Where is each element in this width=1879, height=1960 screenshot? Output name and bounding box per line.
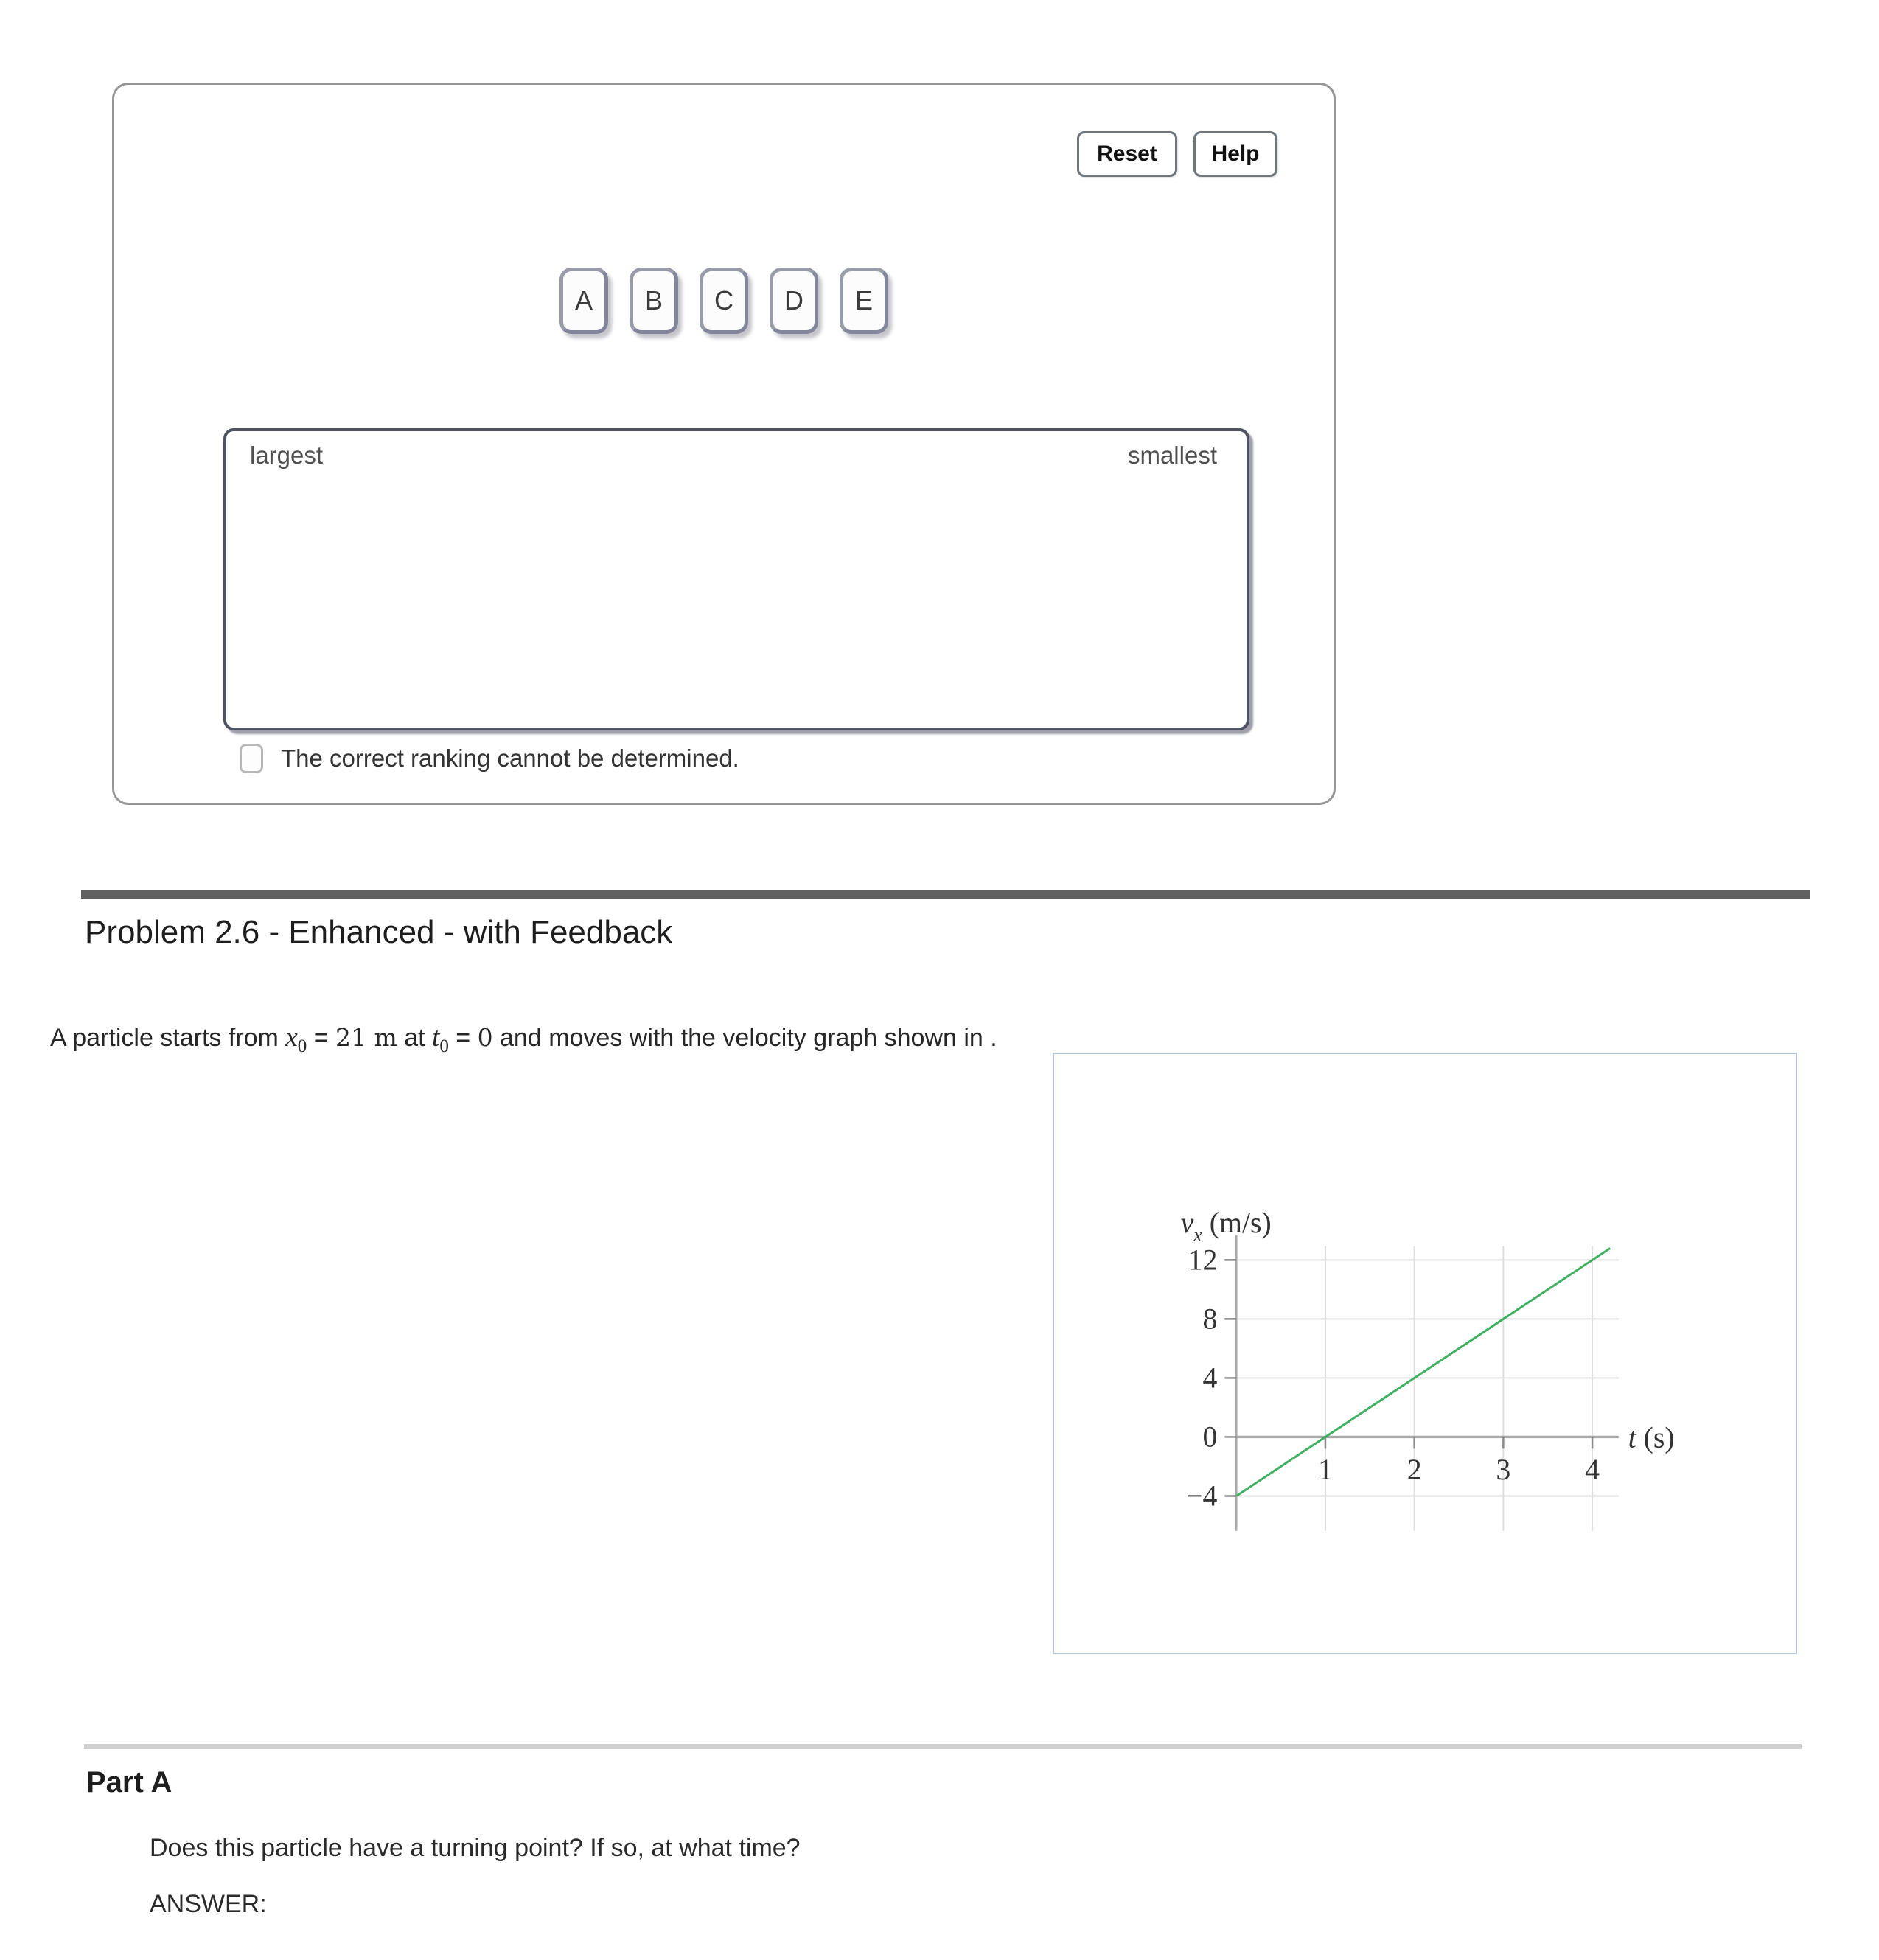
section-divider xyxy=(81,890,1810,899)
ranking-item-C[interactable]: C xyxy=(700,268,748,334)
part-a-question: Does this particle have a turning point? If so, at what time? xyxy=(150,1834,801,1862)
statement-part3: and moves with the velocity graph shown in . xyxy=(492,1024,997,1052)
y-tick-label: −4 xyxy=(1186,1479,1218,1513)
y-axis-label: $v_x$ (m/s) xyxy=(1180,1206,1272,1246)
statement-part1: A particle starts from xyxy=(50,1024,286,1052)
statement-eq2: = xyxy=(448,1024,478,1052)
part-divider xyxy=(84,1744,1802,1749)
statement-var-t0: t xyxy=(432,1022,440,1053)
reset-button[interactable]: Reset xyxy=(1077,131,1177,177)
ranking-item-A[interactable]: A xyxy=(559,268,608,334)
x-axis-label: t (s) xyxy=(1628,1421,1675,1454)
x-tick-label: 2 xyxy=(1406,1454,1422,1487)
dropzone-smallest-label: smallest xyxy=(1127,442,1217,469)
ranking-undetermined-checkbox[interactable] xyxy=(240,744,263,773)
ranking-item-D[interactable]: D xyxy=(770,268,818,334)
y-tick-label: 8 xyxy=(1202,1302,1218,1336)
statement-var-t0-sub: 0 xyxy=(439,1036,449,1056)
ranking-undetermined-label: The correct ranking cannot be determined. xyxy=(281,744,739,772)
y-tick-label: 12 xyxy=(1188,1244,1218,1277)
statement-val2: 0 xyxy=(477,1023,493,1052)
velocity-figure xyxy=(1053,1053,1797,1654)
ranking-item-E[interactable]: E xyxy=(840,268,888,334)
x-tick-label: 3 xyxy=(1496,1454,1511,1487)
problem-statement xyxy=(50,1022,997,1057)
help-button[interactable]: Help xyxy=(1193,131,1277,177)
ranking-item-B[interactable]: B xyxy=(630,268,678,334)
statement-var-x0: x xyxy=(285,1022,298,1053)
dropzone-largest-label: largest xyxy=(250,442,324,469)
x-tick-label: 1 xyxy=(1318,1454,1333,1487)
statement-val1: 21 m xyxy=(335,1023,397,1052)
problem-title: Problem 2.6 - Enhanced - with Feedback xyxy=(85,914,673,950)
y-tick-label: 0 xyxy=(1202,1420,1218,1454)
statement-eq1: = xyxy=(307,1024,336,1052)
statement-var-x0-sub: 0 xyxy=(297,1036,307,1056)
ranking-items xyxy=(559,268,888,334)
ranking-panel xyxy=(112,83,1336,805)
statement-part2: at xyxy=(397,1024,433,1052)
velocity-chart xyxy=(1054,1054,1796,1653)
series-vx xyxy=(1236,1248,1610,1496)
y-tick-label: 4 xyxy=(1202,1361,1218,1395)
ranking-dropzone[interactable] xyxy=(223,428,1249,730)
undetermined-row xyxy=(240,744,739,773)
part-a-heading: Part A xyxy=(86,1766,172,1799)
x-tick-label: 4 xyxy=(1585,1454,1600,1487)
answer-label: ANSWER: xyxy=(150,1890,267,1918)
